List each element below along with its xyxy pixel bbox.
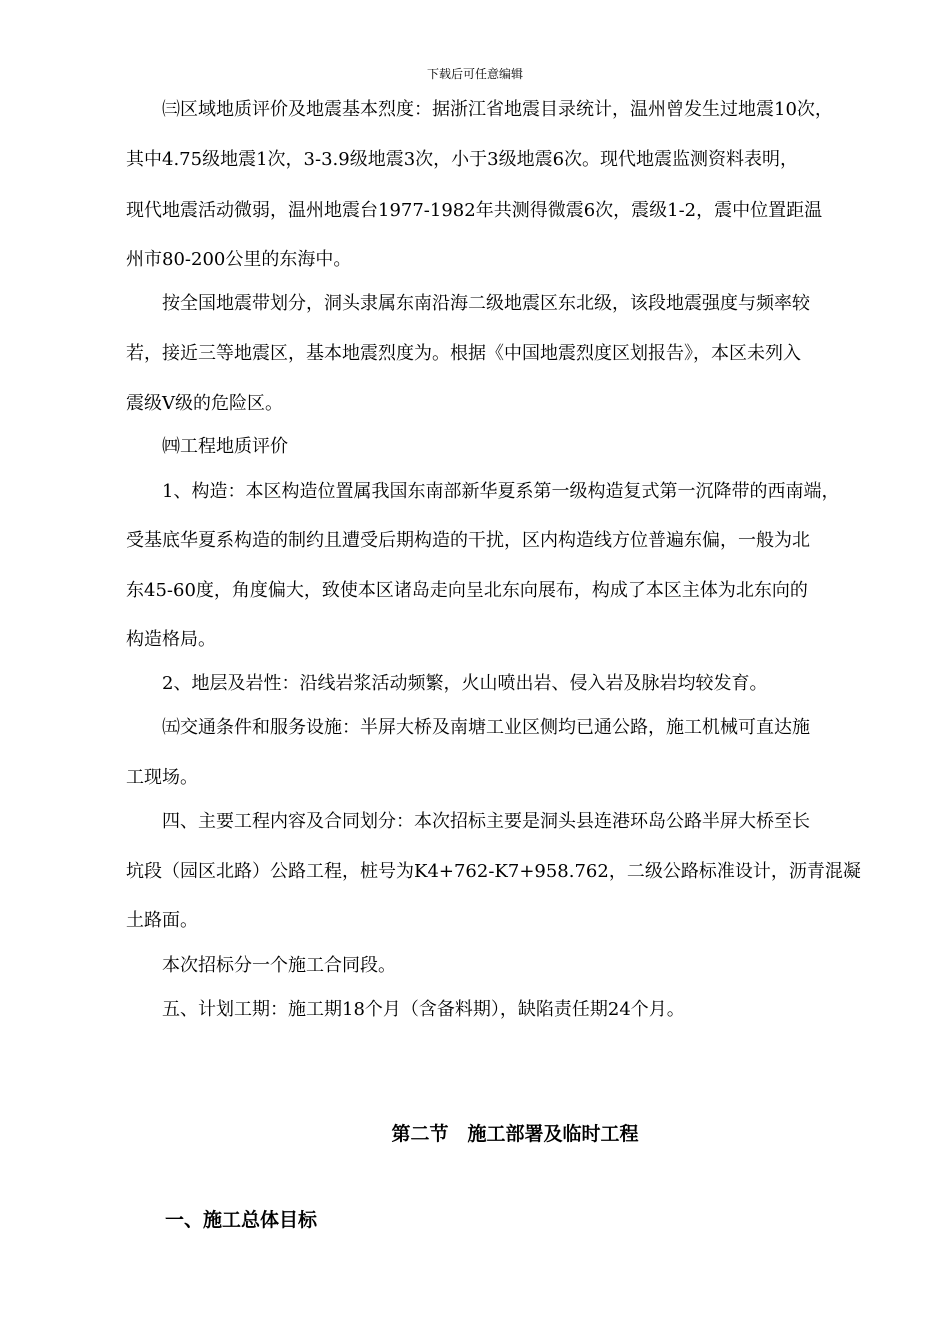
paragraph-line: 本次招标分一个施工合同段。 <box>162 955 396 976</box>
paragraph-line: 东45-60度，角度偏大，致使本区诸岛走向呈北东向展布，构成了本区主体为北东向的 <box>126 580 808 601</box>
paragraph-line: 五、计划工期：施工期18个月（含备料期），缺陷责任期24个月。 <box>162 999 685 1020</box>
paragraph-line: 震级Ⅴ级的危险区。 <box>126 393 283 414</box>
paragraph-line: ㈤交通条件和服务设施：半屏大桥及南塘工业区侧均已通公路，施工机械可直达施 <box>162 717 810 738</box>
paragraph-line: 工现场。 <box>126 767 198 788</box>
paragraph-line: 构造格局。 <box>126 629 216 650</box>
paragraph-line: 2、地层及岩性：沿线岩浆活动频繁，火山喷出岩、侵入岩及脉岩均较发育。 <box>162 673 768 694</box>
paragraph-line: 四、主要工程内容及合同划分：本次招标主要是洞头县连港环岛公路半屏大桥至长 <box>162 811 810 832</box>
subsection-title: 一、施工总体目标 <box>165 1209 318 1231</box>
paragraph-line: 坑段（园区北路）公路工程，桩号为K4+762-K7+958.762，二级公路标准设计，沥青混凝 <box>126 861 861 882</box>
paragraph-line: 土路面。 <box>126 910 198 931</box>
paragraph-line: ㈢区域地质评价及地震基本烈度：据浙江省地震目录统计，温州曾发生过地震10次， <box>162 99 833 120</box>
header-note: 下载后可任意编辑 <box>426 67 523 81</box>
paragraph-line: 按全国地震带划分，洞头隶属东南沿海二级地震区东北级，该段地震强度与频率较 <box>162 293 810 314</box>
paragraph-line: 1、构造：本区构造位置属我国东南部新华夏系第一级构造复式第一沉降带的西南端， <box>162 481 840 502</box>
paragraph-line: 若，接近三等地震区，基本地震烈度为。根据《中国地震烈度区划报告》，本区未列入 <box>126 343 801 364</box>
paragraph-line: 州市80-200公里的东海中。 <box>126 249 352 270</box>
paragraph-line: 现代地震活动微弱，温州地震台1977-1982年共测得微震6次，震级1-2，震中位置距温 <box>126 200 823 221</box>
section-title: 第二节 施工部署及临时工程 <box>391 1123 639 1145</box>
paragraph-line: 其中4.75级地震1次，3-3.9级地震3次，小于3级地震6次。现代地震监测资料表明， <box>126 149 799 170</box>
paragraph-line: ㈣工程地质评价 <box>162 436 288 457</box>
paragraph-line: 受基底华夏系构造的制约且遭受后期构造的干扰，区内构造线方位普遍东偏，一般为北 <box>126 530 810 551</box>
